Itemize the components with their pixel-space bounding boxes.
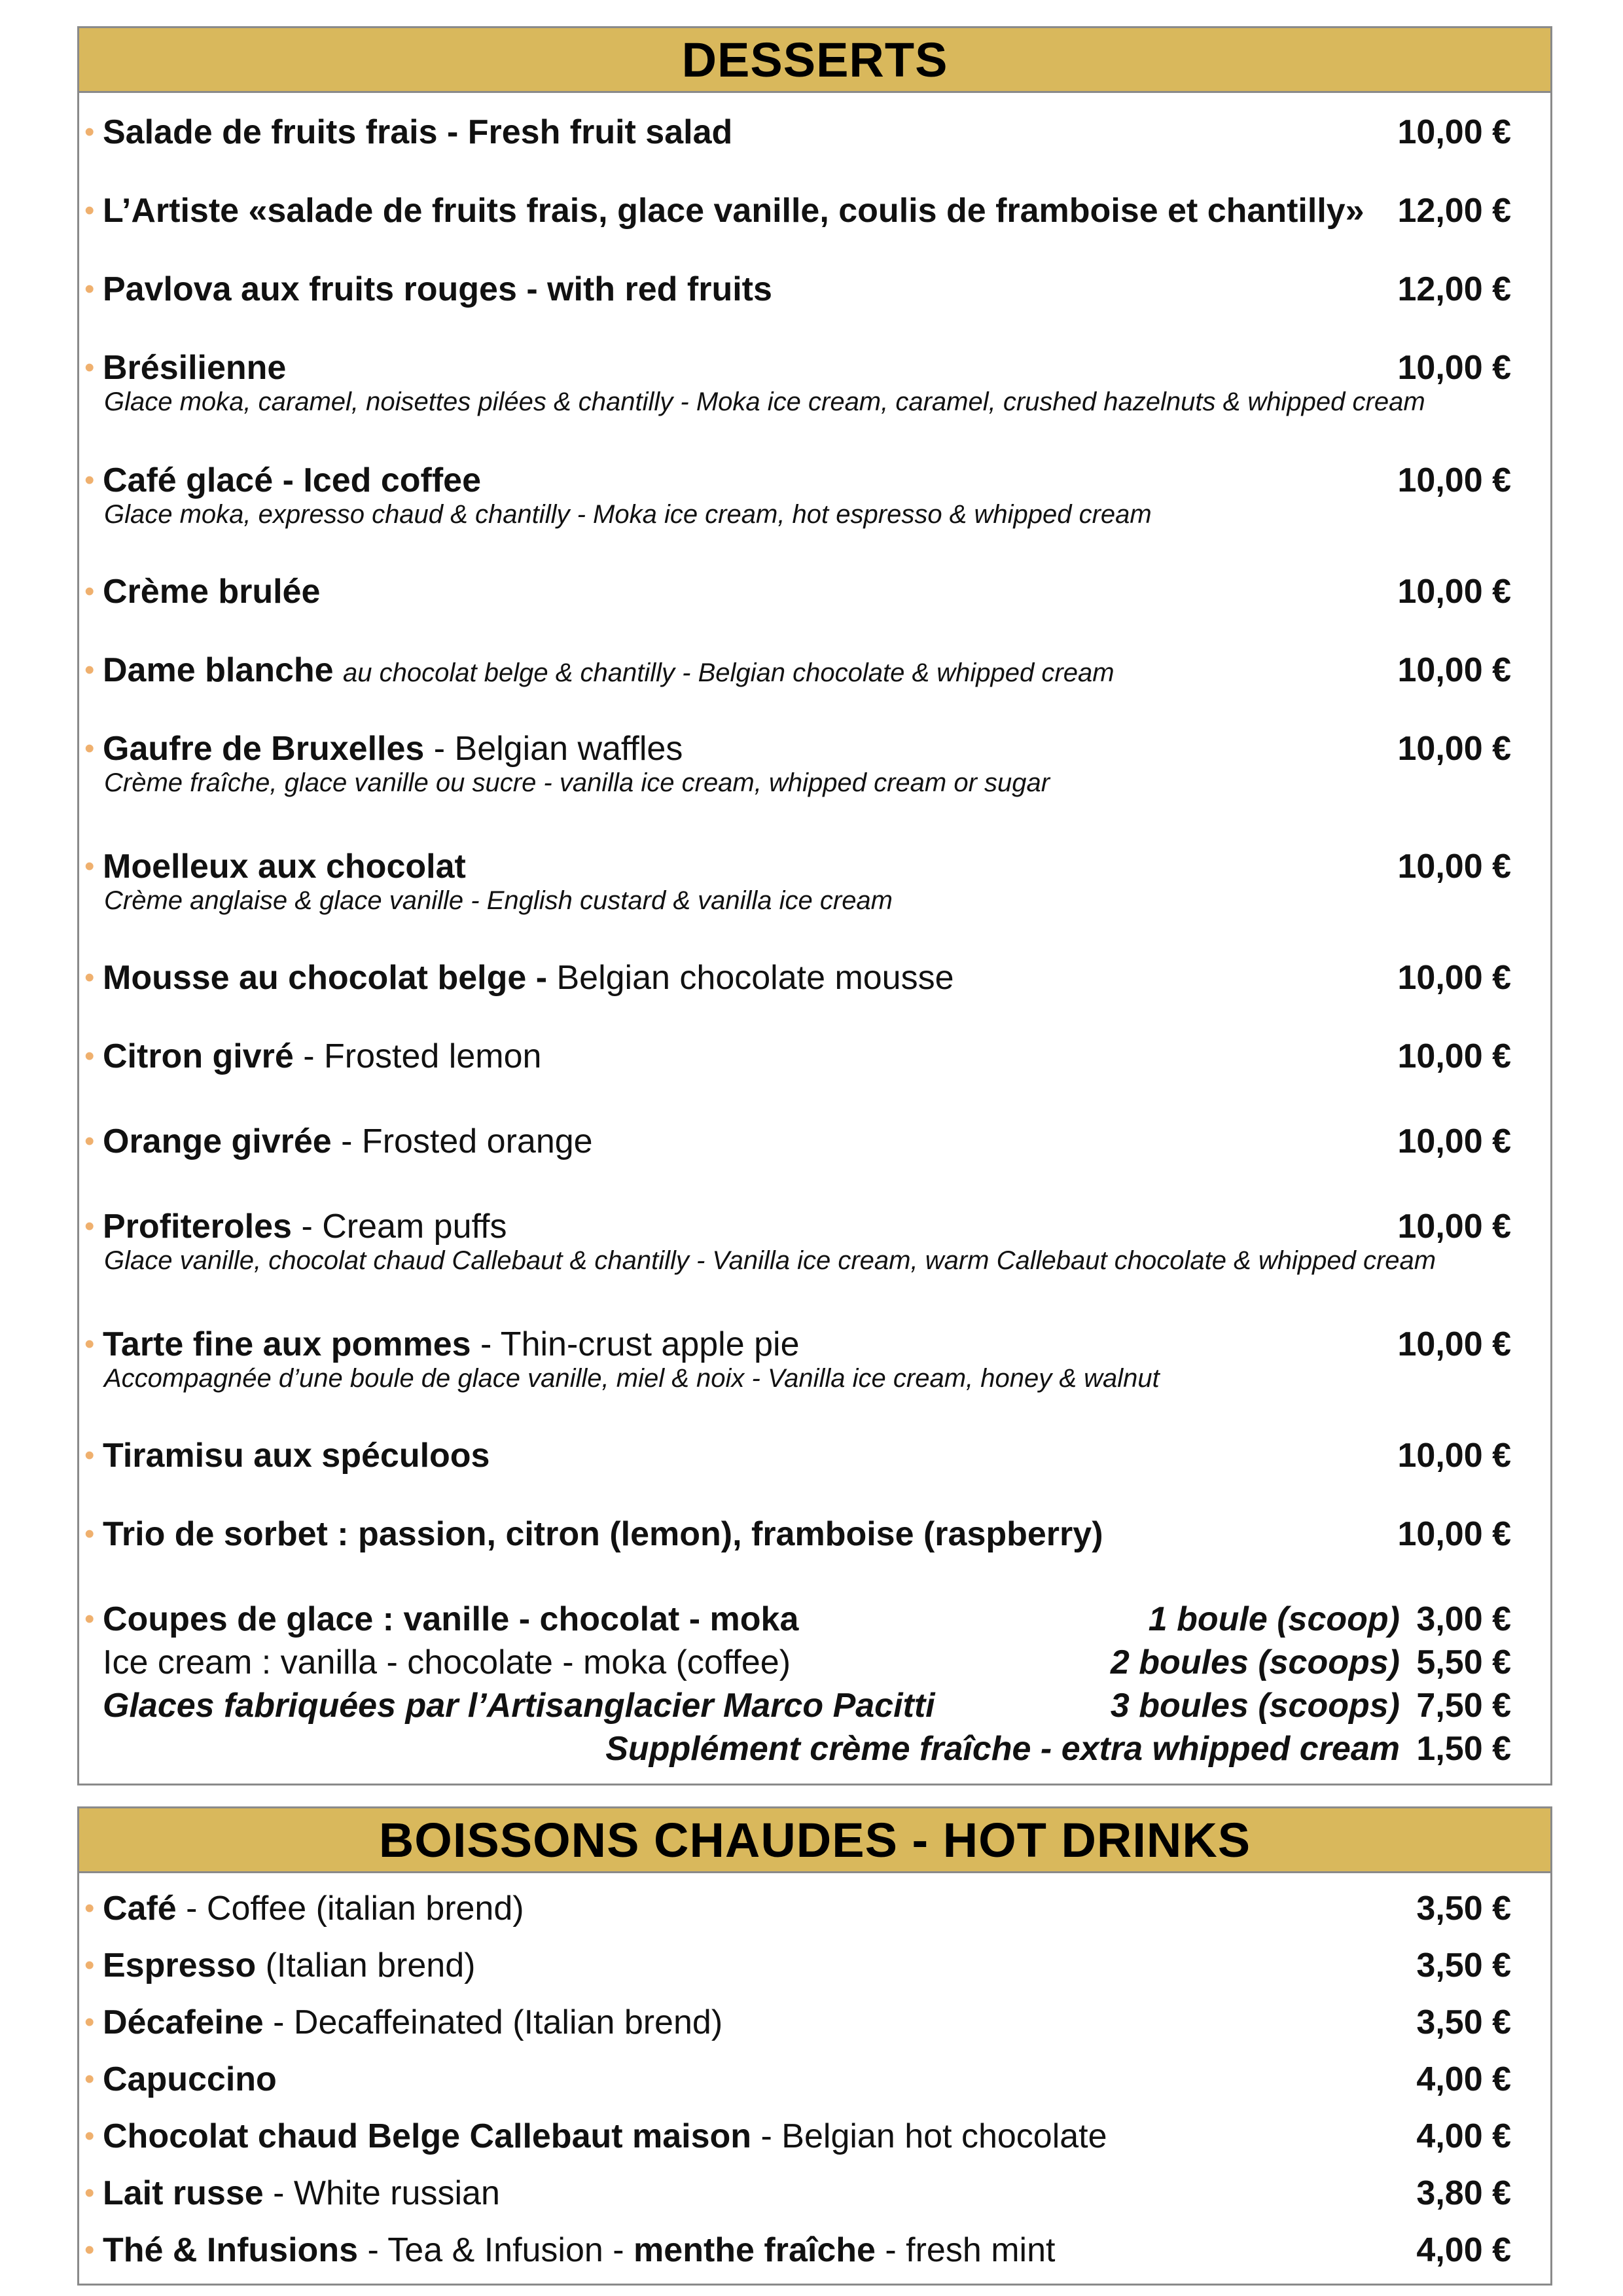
menu-item: • Chocolat chaud Belge Callebaut maison - Belgian hot chocolate 4,00 € [84,2113,1511,2159]
menu-item: • Brésilienne 10,00 € Glace moka, caramel, noisettes pilées & chantilly - Moka ice cream, caramel, crushed hazelnuts & whipped cream [84,345,1511,391]
ice-cream-line: Ice cream : vanilla - chocolate - moka (coffee) 2 boules (scoops) 5,50 € [103,1643,1511,1681]
bullet-icon: • [84,575,95,607]
hot-drinks-title: BOISSONS CHAUDES - HOT DRINKS [79,1808,1550,1873]
item-description: Glace moka, caramel, noisettes pilées & chantilly - Moka ice cream, caramel, crushed hazelnuts & whipped cream [104,387,1425,416]
desserts-section [77,26,1552,1785]
bullet-icon: • [84,2120,95,2152]
menu-item: • Café glacé - Iced coffee 10,00 € Glace moka, expresso chaud & chantilly - Moka ice cream, hot espresso & whipped cream [84,457,1511,503]
bullet-icon: • [84,351,95,384]
bullet-icon: • [84,2177,95,2209]
bullet-icon: • [84,961,95,994]
bullet-icon: • [84,116,95,148]
menu-item: • Gaufre de Bruxelles - Belgian waffles 10,00 € Crème fraîche, glace vanille ou sucre - vanilla ice cream, whipped cream or sugar [84,726,1511,772]
bullet-icon: • [84,2063,95,2095]
menu-item: • Espresso (Italian brend) 3,50 € [84,1943,1511,1988]
menu-item: • Café - Coffee (italian brend) 3,50 € [84,1886,1511,1931]
bullet-icon: • [84,1210,95,1242]
hot-drinks-section [77,1806,1552,2286]
menu-item: • Mousse au chocolat belge - Belgian chocolate mousse 10,00 € [84,955,1511,1001]
bullet-icon: • [84,1892,95,1924]
menu-item: • Pavlova aux fruits rouges - with red fruits 12,00 € [84,266,1511,312]
bullet-icon: • [84,1439,95,1471]
menu-item: • Crème brulée 10,00 € [84,569,1511,615]
menu-item: • Dame blanche au chocolat belge & chantilly - Belgian chocolate & whipped cream 10,00 € [84,647,1511,693]
menu-item: • Lait russe - White russian 3,80 € [84,2170,1511,2216]
bullet-icon: • [84,654,95,686]
menu-item: • Thé & Infusions - Tea & Infusion - menthe fraîche - fresh mint 4,00 € [84,2227,1511,2273]
ice-cream-supplement: Supplément crème fraîche - extra whipped cream 1,50 € [605,1730,1511,1768]
bullet-icon: • [84,732,95,764]
ice-cream-line: Glaces fabriquées par l’Artisanglacier Marco Pacitti 3 boules (scoops) 7,50 € [103,1687,1511,1725]
menu-item: • Capuccino 4,00 € [84,2056,1511,2102]
desserts-title: DESSERTS [79,28,1550,93]
menu-item: • Citron givré - Frosted lemon 10,00 € [84,1033,1511,1079]
bullet-icon: • [84,1603,95,1635]
bullet-icon: • [84,464,95,496]
item-description: Accompagnée d’une boule de glace vanille, miel & noix - Vanilla ice cream, honey & walnut [104,1364,1160,1393]
menu-item: • Trio de sorbet : passion, citron (lemon), framboise (raspberry) 10,00 € [84,1511,1511,1557]
menu-item: • L’Artiste «salade de fruits frais, glace vanille, coulis de framboise et chantilly» 12,00 € [84,188,1511,234]
menu-item: • Tiramisu aux spéculoos 10,00 € [84,1433,1511,1479]
bullet-icon: • [84,2234,95,2266]
menu-item: • Profiteroles - Cream puffs 10,00 € Glace vanille, chocolat chaud Callebaut & chantilly - Vanilla ice cream, warm Callebaut chocolate & whipped cream [84,1204,1511,1249]
menu-item: • Décafeine - Decaffeinated (Italian brend) 3,50 € [84,2000,1511,2045]
item-description: Glace vanille, chocolat chaud Callebaut & chantilly - Vanilla ice cream, warm Callebaut chocolate & whipped cream [104,1246,1436,1275]
menu-item: • Orange givrée - Frosted orange 10,00 € [84,1119,1511,1164]
bullet-icon: • [84,1040,95,1072]
bullet-icon: • [84,1328,95,1360]
item-description: Crème fraîche, glace vanille ou sucre - vanilla ice cream, whipped cream or sugar [104,768,1050,797]
bullet-icon: • [84,1518,95,1550]
bullet-icon: • [84,273,95,305]
bullet-icon: • [84,850,95,882]
item-description: Glace moka, expresso chaud & chantilly - Moka ice cream, hot espresso & whipped cream [104,500,1152,529]
ice-cream-line: • Coupes de glace : vanille - chocolat - moka 1 boule (scoop) 3,00 € [84,1598,1511,1641]
bullet-icon: • [84,1949,95,1981]
item-description: Crème anglaise & glace vanille - English custard & vanilla ice cream [104,886,893,915]
bullet-icon: • [84,194,95,226]
menu-item: • Tarte fine aux pommes - Thin-crust apple pie 10,00 € Accompagnée d’une boule de glace vanille, miel & noix - Vanilla ice cream, honey & walnut [84,1321,1511,1367]
menu-item: • Salade de fruits frais - Fresh fruit salad 10,00 € [84,109,1511,155]
bullet-icon: • [84,2006,95,2038]
menu-item: • Moelleux aux chocolat 10,00 € Crème anglaise & glace vanille - English custard & vanilla ice cream [84,844,1511,889]
bullet-icon: • [84,1125,95,1157]
